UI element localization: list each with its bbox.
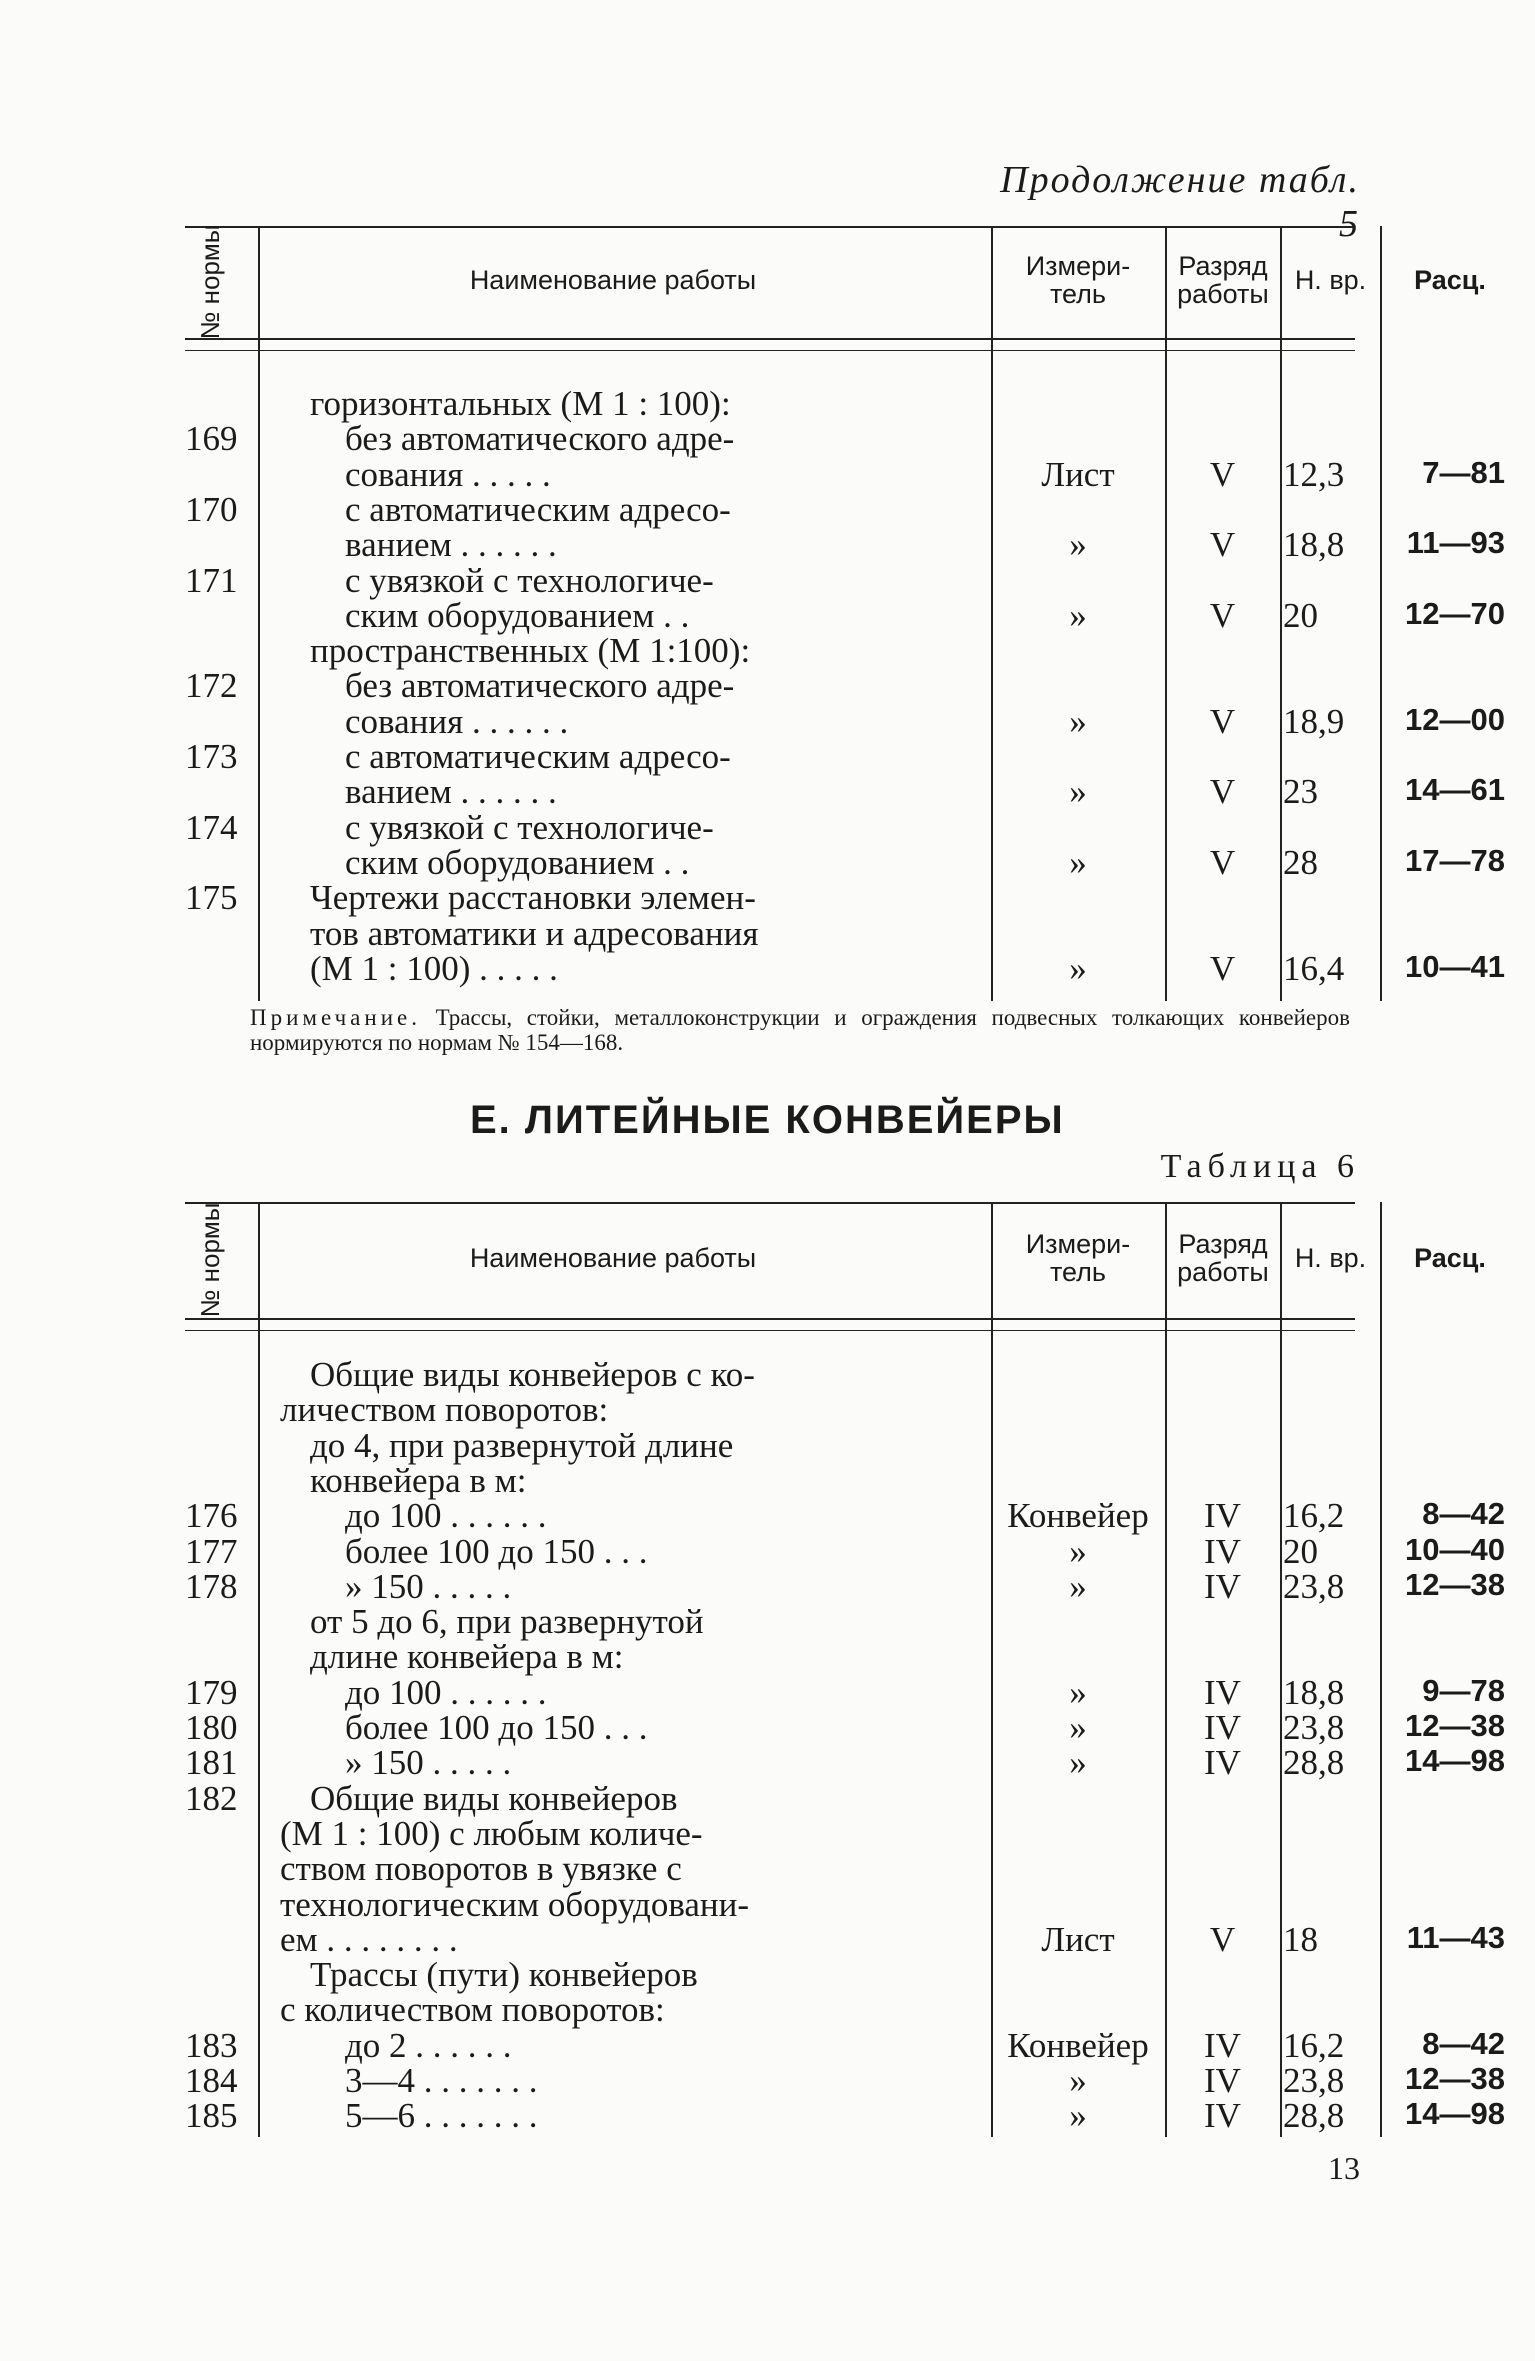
table-label: Таблица 6 <box>1160 1148 1360 1185</box>
rate-value: 12—38 <box>1405 1708 1505 1743</box>
header-rate: Расц. <box>1414 1243 1486 1273</box>
work-name: конвейера в м: <box>310 1460 527 1500</box>
measure-unit: » <box>1069 1672 1087 1712</box>
norm-number: 176 <box>185 1496 238 1536</box>
note-text: Трассы, стойки, металлоконструкции и ограждения подвесных толкающих конвейеров нормируются по нормам № 154—168. <box>250 1005 1350 1055</box>
time-norm: 28,8 <box>1283 1743 1345 1783</box>
work-name: горизонтальных (М 1 : 100): <box>310 384 731 423</box>
measure-unit: Конвейер <box>1007 1496 1149 1536</box>
time-norm: 20 <box>1283 1531 1318 1571</box>
rate-value: 10—41 <box>1405 948 1505 984</box>
norm-number: 180 <box>185 1708 238 1747</box>
norm-number: 178 <box>185 1566 238 1606</box>
work-name: с увязкой с технологиче- <box>345 807 714 847</box>
work-name: технологическим оборудовани- <box>280 1884 750 1924</box>
rate-value: 12—70 <box>1405 595 1505 631</box>
page-number: 13 <box>1328 2150 1360 2186</box>
work-name: длине конвейера в м: <box>310 1637 624 1677</box>
work-grade: IV <box>1204 1566 1241 1606</box>
work-name: сования . . . . . . <box>345 701 569 741</box>
norm-number: 181 <box>185 1743 238 1783</box>
work-grade: IV <box>1204 2061 1241 2100</box>
work-grade: V <box>1209 948 1236 988</box>
norm-number: 170 <box>185 489 238 529</box>
work-grade: V <box>1209 701 1236 741</box>
work-name: » 150 . . . . . <box>345 1566 512 1606</box>
rate-value: 11—93 <box>1406 525 1505 561</box>
time-norm: 23 <box>1283 772 1318 812</box>
work-name: ским оборудованием . . <box>345 595 690 635</box>
header-grade: Разряд работы <box>1177 251 1269 309</box>
norm-number: 175 <box>185 878 238 918</box>
norm-number: 185 <box>185 2096 238 2136</box>
norm-number: 184 <box>185 2061 238 2100</box>
header-name: Наименование работы <box>469 1243 757 1273</box>
work-grade: V <box>1209 1919 1236 1959</box>
work-grade: V <box>1209 525 1236 565</box>
header-no: № нормы <box>195 1202 225 1318</box>
rate-value: 9—78 <box>1422 1672 1505 1708</box>
time-norm: 16,2 <box>1283 1496 1345 1536</box>
work-name: более 100 до 150 . . . <box>345 1531 648 1571</box>
work-grade: V <box>1209 454 1236 494</box>
norm-number: 179 <box>185 1672 238 1712</box>
work-name: Чертежи расстановки элемен- <box>310 878 756 918</box>
time-norm: 20 <box>1283 595 1318 635</box>
measure-unit: » <box>1069 1743 1087 1783</box>
work-name: от 5 до 6, при развернутой <box>310 1602 704 1642</box>
work-name: с автоматическим адресо- <box>345 489 731 529</box>
header-no: № нормы <box>195 224 225 340</box>
norm-number: 173 <box>185 737 238 776</box>
measure-unit: » <box>1069 1531 1087 1571</box>
measure-unit: Лист <box>1041 1919 1115 1959</box>
work-name: ванием . . . . . . <box>345 525 557 565</box>
work-name: до 100 . . . . . . <box>345 1496 547 1536</box>
rate-value: 8—42 <box>1422 1496 1505 1532</box>
work-name: ем . . . . . . . . <box>280 1919 458 1959</box>
header-hours: Н. вр. <box>1294 1243 1367 1273</box>
time-norm: 23,8 <box>1283 1708 1345 1747</box>
rate-value: 17—78 <box>1405 842 1505 878</box>
work-name: ванием . . . . . . <box>345 772 557 812</box>
work-name: ством поворотов в увязке с <box>280 1849 682 1889</box>
work-name: Общие виды конвейеров <box>310 1778 678 1818</box>
time-norm: 12,3 <box>1283 454 1345 494</box>
continuation-caption: Продолжение табл. 5 <box>1000 159 1360 245</box>
time-norm: 16,4 <box>1283 948 1345 988</box>
work-name: ским оборудованием . . <box>345 842 690 882</box>
header-name: Наименование работы <box>469 265 757 295</box>
norm-number: 177 <box>185 1531 238 1571</box>
time-norm: 23,8 <box>1283 2061 1345 2100</box>
norm-number: 171 <box>185 560 238 600</box>
time-norm: 18,8 <box>1283 525 1345 565</box>
rate-value: 11—43 <box>1406 1919 1505 1955</box>
work-name: до 100 . . . . . . <box>345 1672 547 1712</box>
section-title: Е. ЛИТЕЙНЫЕ КОНВЕЙЕРЫ <box>470 1098 1065 1142</box>
work-name: до 2 . . . . . . <box>345 2025 512 2065</box>
table-note <box>250 1005 1350 1055</box>
table-5 <box>185 224 1505 1001</box>
norm-number: 174 <box>185 807 238 847</box>
work-grade: V <box>1209 842 1236 882</box>
work-name: сования . . . . . <box>345 454 551 494</box>
rate-value: 14—98 <box>1405 1743 1505 1779</box>
rate-value: 8—42 <box>1422 2025 1505 2061</box>
work-name: тов автоматики и адресования <box>310 913 759 953</box>
work-name: Трассы (пути) конвейеров <box>310 1955 698 1995</box>
measure-unit: » <box>1069 842 1087 882</box>
measure-unit: » <box>1069 2061 1087 2100</box>
work-name: с автоматическим адресо- <box>345 737 731 776</box>
work-name: (М 1 : 100) . . . . . <box>310 948 558 988</box>
header-hours: Н. вр. <box>1294 265 1367 295</box>
measure-unit: » <box>1069 2096 1087 2136</box>
measure-unit: » <box>1069 1566 1087 1606</box>
work-name: с увязкой с технологиче- <box>345 560 714 600</box>
work-grade: IV <box>1204 1531 1241 1571</box>
header-grade: Разряд работы <box>1177 1229 1269 1287</box>
work-name: » 150 . . . . . <box>345 1743 512 1783</box>
work-name: пространственных (М 1:100): <box>310 631 751 671</box>
work-grade: IV <box>1204 2096 1241 2136</box>
measure-unit: » <box>1069 701 1087 741</box>
measure-unit: » <box>1069 1708 1087 1747</box>
time-norm: 18 <box>1283 1919 1318 1959</box>
time-norm: 28,8 <box>1283 2096 1345 2136</box>
rate-value: 14—61 <box>1405 772 1505 808</box>
work-name: личеством поворотов: <box>280 1390 609 1430</box>
norm-number: 169 <box>185 419 238 459</box>
work-grade: IV <box>1204 1708 1241 1747</box>
time-norm: 28 <box>1283 842 1318 882</box>
measure-unit: Конвейер <box>1007 2025 1149 2065</box>
work-grade: V <box>1209 772 1236 812</box>
rate-value: 7—81 <box>1422 454 1505 490</box>
work-grade: IV <box>1204 1743 1241 1783</box>
work-name: до 4, при развернутой длине <box>310 1425 734 1465</box>
table-6 <box>185 1202 1505 2137</box>
time-norm: 18,8 <box>1283 1672 1345 1712</box>
header-rate: Расц. <box>1414 265 1486 295</box>
work-name: Общие виды конвейеров с ко- <box>310 1355 755 1394</box>
measure-unit: » <box>1069 525 1087 565</box>
work-name: более 100 до 150 . . . <box>345 1708 648 1747</box>
header-meas: Измери- тель <box>1025 251 1131 309</box>
rate-value: 12—38 <box>1405 2061 1505 2096</box>
measure-unit: » <box>1069 948 1087 988</box>
time-norm: 23,8 <box>1283 1566 1345 1606</box>
work-name: 5—6 . . . . . . . <box>345 2096 538 2136</box>
rate-value: 12—00 <box>1405 701 1505 737</box>
work-name: 3—4 . . . . . . . <box>345 2061 538 2100</box>
work-name: (М 1 : 100) с любым количе- <box>280 1813 703 1853</box>
rate-value: 12—38 <box>1405 1566 1505 1602</box>
header-meas: Измери- тель <box>1025 1229 1131 1287</box>
norm-number: 182 <box>185 1778 238 1818</box>
rate-value: 14—98 <box>1405 2096 1505 2132</box>
work-grade: IV <box>1204 1496 1241 1536</box>
work-grade: IV <box>1204 1672 1241 1712</box>
norm-number: 172 <box>185 666 238 706</box>
work-grade: IV <box>1204 2025 1241 2065</box>
time-norm: 16,2 <box>1283 2025 1345 2065</box>
norm-number: 183 <box>185 2025 238 2065</box>
measure-unit: » <box>1069 595 1087 635</box>
work-name: без автоматического адре- <box>345 419 735 459</box>
work-name: с количеством поворотов: <box>280 1990 665 2030</box>
work-grade: V <box>1209 595 1236 635</box>
measure-unit: Лист <box>1041 454 1115 494</box>
measure-unit: » <box>1069 772 1087 812</box>
time-norm: 18,9 <box>1283 701 1345 741</box>
rate-value: 10—40 <box>1405 1531 1505 1567</box>
note-lead: Примечание. <box>250 1005 421 1030</box>
work-name: без автоматического адре- <box>345 666 735 706</box>
